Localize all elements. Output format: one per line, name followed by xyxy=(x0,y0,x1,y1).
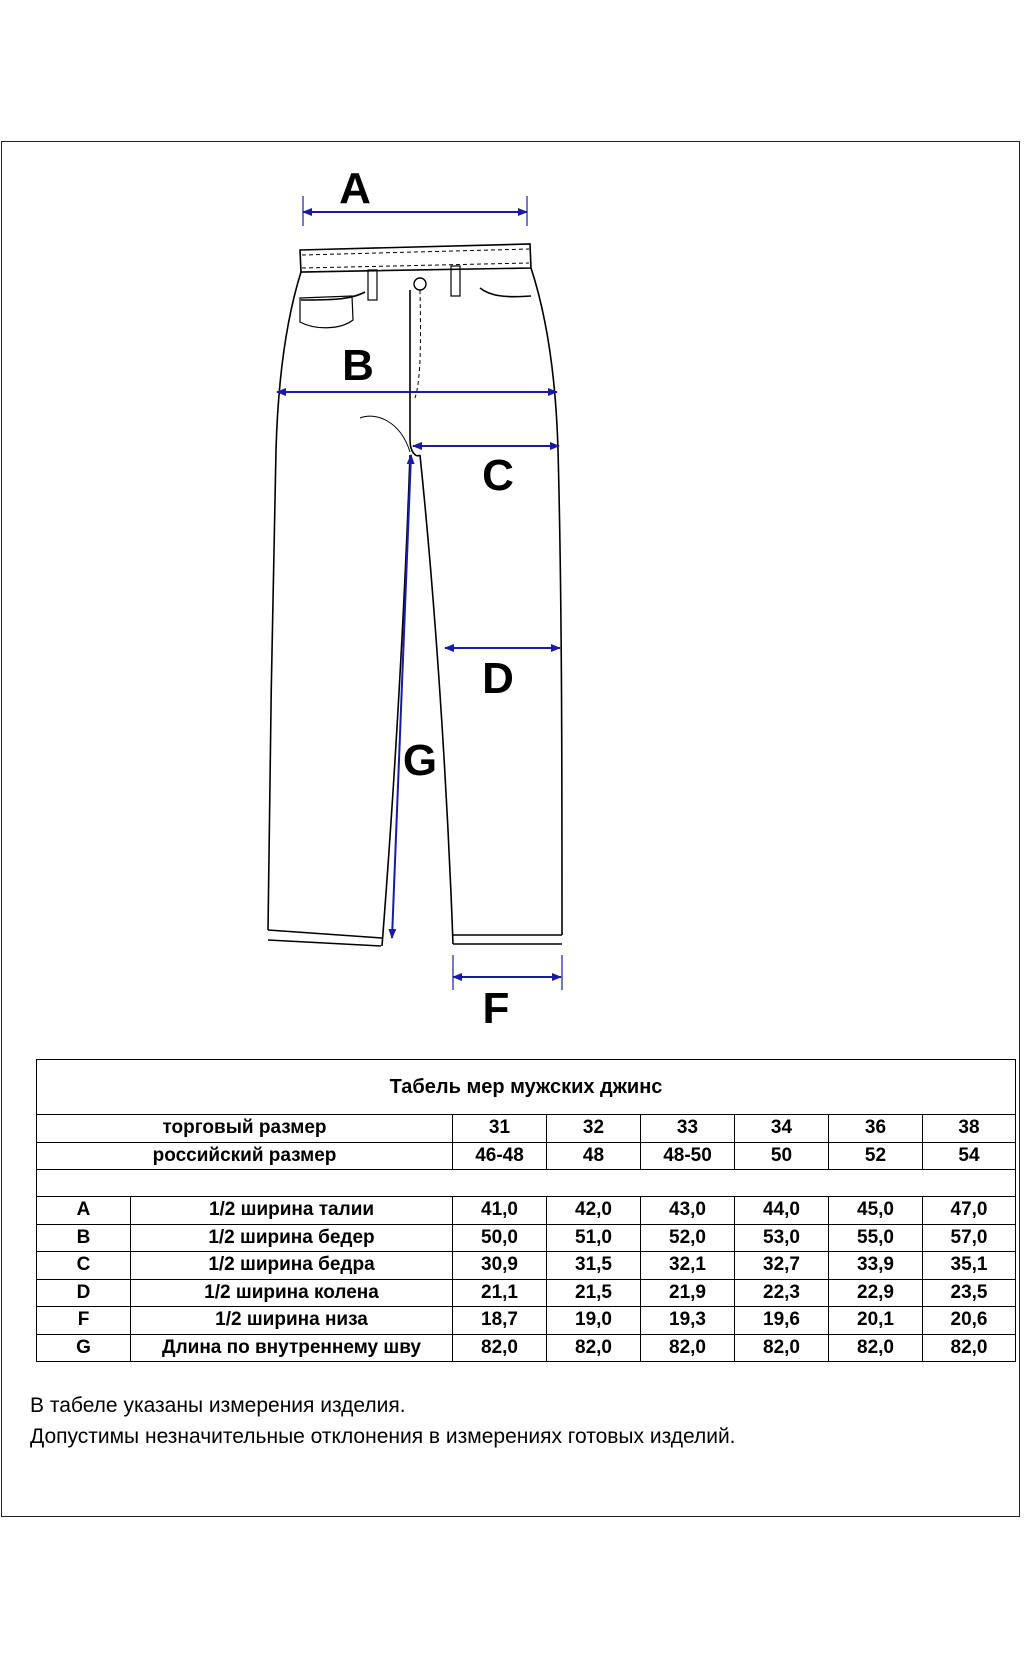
label-c: C xyxy=(482,451,514,500)
size-cell: 50 xyxy=(735,1142,829,1170)
value-cell: 22,9 xyxy=(829,1279,923,1307)
size-cell: 48 xyxy=(547,1142,641,1170)
value-cell: 20,6 xyxy=(923,1307,1016,1335)
value-cell: 82,0 xyxy=(923,1334,1016,1362)
size-cell: 38 xyxy=(923,1115,1016,1143)
size-cell: 34 xyxy=(735,1115,829,1143)
size-cell: 54 xyxy=(923,1142,1016,1170)
size-chart-table xyxy=(36,1059,1016,1362)
size-cell: 48-50 xyxy=(641,1142,735,1170)
label-f: F xyxy=(482,984,510,1033)
row-name: 1/2 ширина низа xyxy=(131,1307,453,1335)
trade-size-row xyxy=(37,1115,1016,1143)
value-cell: 44,0 xyxy=(735,1197,829,1225)
size-cell: 33 xyxy=(641,1115,735,1143)
value-cell: 41,0 xyxy=(453,1197,547,1225)
trade-size-label: торговый размер xyxy=(37,1115,453,1143)
label-a: A xyxy=(339,164,371,213)
row-name: 1/2 ширина бедер xyxy=(131,1224,453,1252)
notes xyxy=(30,1390,736,1452)
value-cell: 50,0 xyxy=(453,1224,547,1252)
value-cell: 19,3 xyxy=(641,1307,735,1335)
table-row xyxy=(37,1224,1016,1252)
table-row xyxy=(37,1307,1016,1335)
value-cell: 42,0 xyxy=(547,1197,641,1225)
size-cell: 31 xyxy=(453,1115,547,1143)
value-cell: 31,5 xyxy=(547,1252,641,1280)
row-code: G xyxy=(37,1334,131,1362)
measurement-arrows xyxy=(277,196,562,990)
value-cell: 82,0 xyxy=(641,1334,735,1362)
value-cell: 57,0 xyxy=(923,1224,1016,1252)
value-cell: 20,1 xyxy=(829,1307,923,1335)
value-cell: 18,7 xyxy=(453,1307,547,1335)
ru-size-label: российский размер xyxy=(37,1142,453,1170)
row-code: B xyxy=(37,1224,131,1252)
table-row xyxy=(37,1252,1016,1280)
value-cell: 33,9 xyxy=(829,1252,923,1280)
label-g: G xyxy=(402,736,438,785)
value-cell: 43,0 xyxy=(641,1197,735,1225)
value-cell: 19,0 xyxy=(547,1307,641,1335)
value-cell: 19,6 xyxy=(735,1307,829,1335)
label-d: D xyxy=(482,654,514,703)
value-cell: 53,0 xyxy=(735,1224,829,1252)
value-cell: 22,3 xyxy=(735,1279,829,1307)
table-title: Табель мер мужских джинс xyxy=(37,1060,1016,1115)
row-code: A xyxy=(37,1197,131,1225)
value-cell: 55,0 xyxy=(829,1224,923,1252)
value-cell: 82,0 xyxy=(735,1334,829,1362)
value-cell: 82,0 xyxy=(829,1334,923,1362)
value-cell: 21,9 xyxy=(641,1279,735,1307)
value-cell: 52,0 xyxy=(641,1224,735,1252)
size-cell: 36 xyxy=(829,1115,923,1143)
size-cell: 52 xyxy=(829,1142,923,1170)
row-name: 1/2 ширина талии xyxy=(131,1197,453,1225)
value-cell: 51,0 xyxy=(547,1224,641,1252)
value-cell: 47,0 xyxy=(923,1197,1016,1225)
row-name: Длина по внутреннему шву xyxy=(131,1334,453,1362)
value-cell: 23,5 xyxy=(923,1279,1016,1307)
note-line: В табеле указаны измерения изделия. xyxy=(30,1394,406,1417)
jeans-outline xyxy=(268,244,562,946)
value-cell: 21,5 xyxy=(547,1279,641,1307)
value-cell: 35,1 xyxy=(923,1252,1016,1280)
note-line: Допустимы незначительные отклонения в измерениях готовых изделий. xyxy=(30,1425,736,1448)
value-cell: 45,0 xyxy=(829,1197,923,1225)
value-cell: 30,9 xyxy=(453,1252,547,1280)
table-row xyxy=(37,1197,1016,1225)
row-name: 1/2 ширина бедра xyxy=(131,1252,453,1280)
spacer-row xyxy=(37,1170,1016,1197)
row-code: D xyxy=(37,1279,131,1307)
value-cell: 82,0 xyxy=(453,1334,547,1362)
spacer-cell xyxy=(37,1170,1016,1197)
value-cell: 82,0 xyxy=(547,1334,641,1362)
size-cell: 32 xyxy=(547,1115,641,1143)
label-b: B xyxy=(342,341,374,390)
value-cell: 32,7 xyxy=(735,1252,829,1280)
value-cell: 32,1 xyxy=(641,1252,735,1280)
size-cell: 46-48 xyxy=(453,1142,547,1170)
ru-size-row xyxy=(37,1142,1016,1170)
value-cell: 21,1 xyxy=(453,1279,547,1307)
row-name: 1/2 ширина колена xyxy=(131,1279,453,1307)
row-code: C xyxy=(37,1252,131,1280)
table-row xyxy=(37,1334,1016,1362)
table-row xyxy=(37,1279,1016,1307)
row-code: F xyxy=(37,1307,131,1335)
